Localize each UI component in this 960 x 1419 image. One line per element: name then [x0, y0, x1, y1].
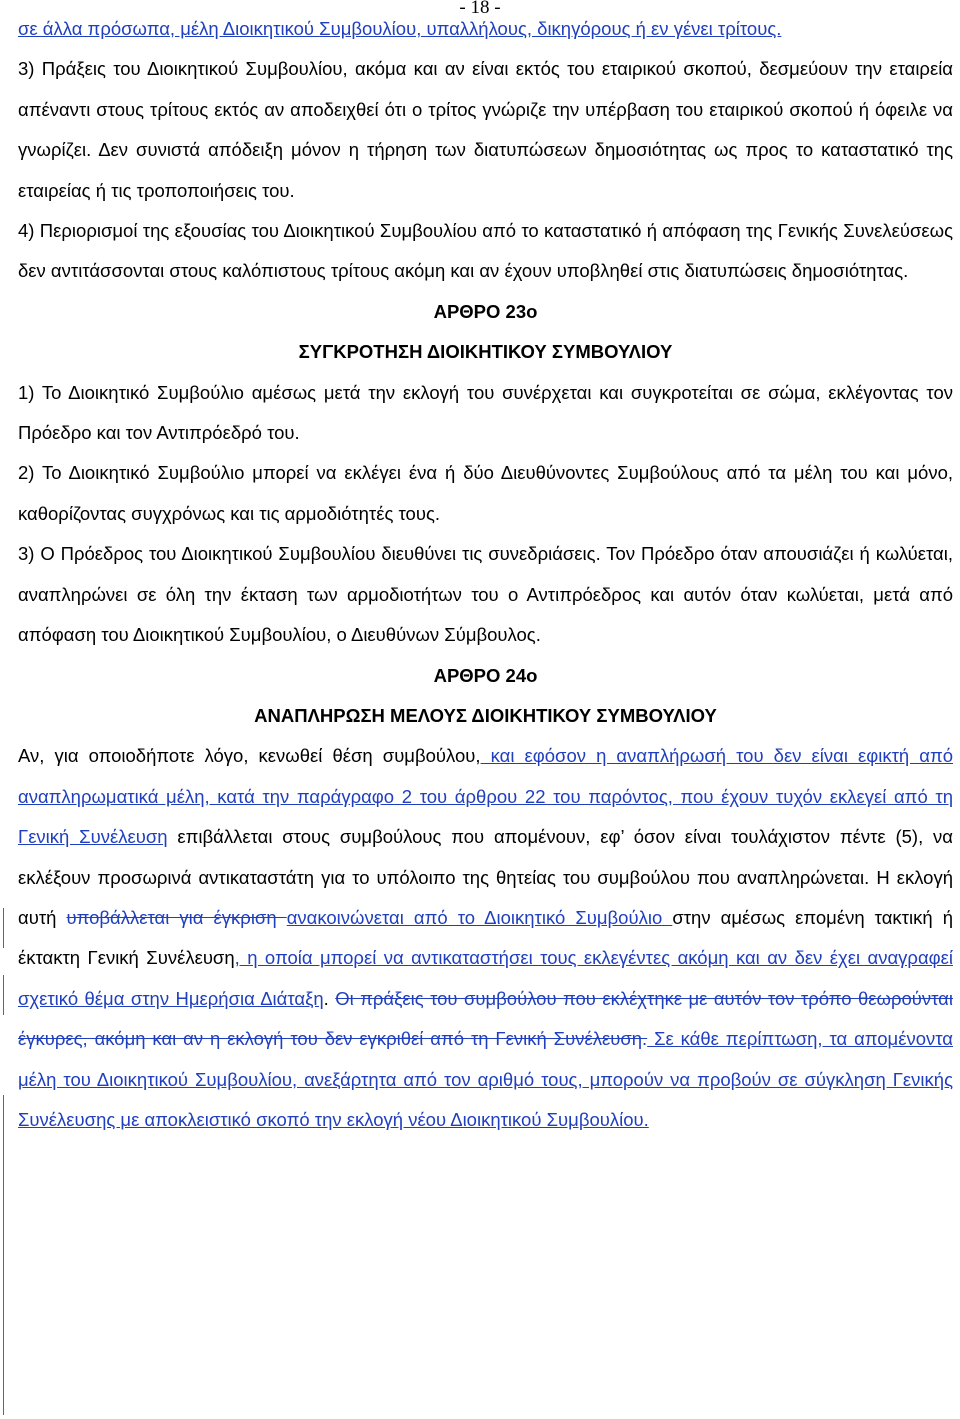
page-number: - 18 - — [459, 0, 501, 18]
inserted-text: και εφόσον η αναπλήρωσή του δεν είναι εφικτή από αναπληρωματικά μέλη, κατά την παράγραφο 2 του άρθρου 22 του παρόντος, που έχουν τυχόν εκλεγεί από τη Γενική Συνέλευση — [18, 745, 954, 848]
deleted-text: Οι πράξεις του συμβούλου που εκλέχτηκε με αυτόν τον τρόπο θεωρούνται έγκυρες, ακόμη και αν η εκλογή του δεν εγκριθεί από τη Γενική Συνέλευση. — [18, 987, 953, 1050]
revision-bar — [3, 908, 4, 948]
revision-bar — [3, 975, 4, 1015]
article-23-paragraph-1: 1) Το Διοικητικό Συμβούλιο αμέσως μετά την εκλογή του συνέρχεται και συγκροτείται σε σώμα, εκλέγοντας τον Πρόεδρο και τον Αντιπρόεδρό του. — [18, 381, 953, 444]
document-body — [18, 9, 953, 1140]
paragraph-4: 4) Περιορισμοί της εξουσίας του Διοικητικού Συμβουλίου από το καταστατικό ή απόφαση της Γενικής Συνελεύσεως δεν αντιτάσσονται στους καλόπιστους τρίτους ακόμη και αν έχουν υποβληθεί στις διατυπώσεις δημοσιότητας. — [18, 220, 953, 282]
revised-text: Συμβουλίου, υπαλλήλους, δικηγόρους ή εν γένει τρίτους. — [319, 18, 782, 39]
article-23-paragraph-3: 3) Ο Πρόεδρος του Διοικητικού Συμβουλίου διευθύνει τις συνεδριάσεις. Τον Πρόεδρο όταν απουσιάζει ή κωλύεται, αναπληρώνει σε όλη την έκταση των αρμοδιοτήτων του ο Αντιπρόεδρος και αυτόν όταν κωλύεται, μετά από απόφαση του Διοικητικού Συμβουλίου, ο Διευθύνων Σύμβουλος. — [18, 543, 953, 646]
inserted-text: ανακοινώνεται από το Διοικητικό Συμβούλιο — [286, 906, 673, 928]
article-23-paragraph-2: 2) Το Διοικητικό Συμβούλιο μπορεί να εκλέγει ένα ή δύο Διευθύνοντες Συμβούλους από τα μέλη του και μόνο, καθορίζοντας συγχρόνως και τις αρμοδιότητές τους. — [18, 462, 953, 524]
revised-text: σε άλλα πρόσωπα, μέλη Διοικητικού — [18, 18, 320, 39]
article-24-paragraph: Αν, για οποιοδήποτε λόγο, κενωθεί θέση συμβούλου, και εφόσον η αναπλήρωσή του δεν είναι εφικτή από αναπληρωματικά μέλη, κατά την παράγραφο 2 του άρθρου 22 του παρόντος, που έχουν τυχόν εκλεγεί από τη Γενική Συνέλευση επιβάλλεται στους συμβούλους που απομένουν, εφ’ όσον είναι τουλάχιστον πέντε (5), να εκλέξουν προσωρινά αντικαταστάτη για το υπόλοιπο της θητείας του συμβούλου που αναπληρώνεται. Η εκλογή αυτή υποβάλλεται για έγκριση ανακοινώνεται από το Διοικητικό Συμβούλιο στην αμέσως επομένη τακτική ή έκτακτη Γενική Συνέλευση, η οποία μπορεί να αντικαταστήσει τους εκλεγέντες ακόμη και αν δεν έχει αναγραφεί σχετικό θέμα στην Ημερήσια Διάταξη. Οι πράξεις του συμβούλου που εκλέχτηκε με αυτόν τον τρόπο θεωρούνται έγκυρες, ακόμη και αν η εκλογή του δεν εγκριθεί από τη Γενική Συνέλευση. Σε κάθε περίπτωση, τα απομένοντα μέλη του Διοικητικού Συμβουλίου, ανεξάρτητα από τον αριθμό τους, μπορούν να προβούν σε σύγκληση Γενικής Συνέλευσης με αποκλειστικό σκοπό την εκλογή νέου Διοικητικού Συμβουλίου. — [18, 745, 954, 1130]
paragraph-3: 3) Πράξεις του Διοικητικού Συμβουλίου, ακόμα και αν είναι εκτός του εταιρικού σκοπού, δεσμεύουν την εταιρεία απέναντι στους τρίτους εκτός αν αποδειχθεί ότι ο τρίτος γνώριζε την υπέρβαση του εταιρικού σκοπού ή όφειλε να γνωρίζει. Δεν συνιστά απόδειξη μόνον η τήρηση των διατυπώσεων δημοσιότητας ως προς το καταστατικό της εταιρείας ή τις τροποποιήσεις του. — [18, 58, 953, 201]
inserted-text: Σε κάθε περίπτωση, τα απομένοντα μέλη του Διοικητικού Συμβουλίου, ανεξάρτητα από τον αριθμό τους, μπορούν να προβούν σε σύγκληση Γενικής Συνέλευσης με αποκλειστικό σκοπό την εκλογή νέου Διοικητικού Συμβουλίου. — [18, 1028, 953, 1130]
article-23-subtitle: ΣΥΓΚΡΟΤΗΣΗ ΔΙΟΙΚΗΤΙΚΟΥ ΣΥΜΒΟΥΛΙΟΥ — [298, 341, 673, 363]
deleted-text: υποβάλλεται για έγκριση — [66, 906, 287, 928]
article-24-title: ΑΡΘΡΟ 24ο — [433, 664, 538, 686]
revision-bar — [3, 1095, 4, 1415]
inserted-text: , η οποία μπορεί να αντικαταστήσει τους εκλεγέντες ακόμη και αν δεν έχει αναγραφεί σχετικό θέμα στην Ημερήσια Διάταξη — [18, 947, 953, 1009]
article-23-title: ΑΡΘΡΟ 23ο — [433, 300, 538, 322]
article-24-subtitle: ΑΝΑΠΛΗΡΩΣΗ ΜΕΛΟΥΣ ΔΙΟΙΚΗΤΙΚΟΥ ΣΥΜΒΟΥΛΙΟΥ — [254, 704, 717, 726]
paragraph-continuation — [18, 9, 953, 49]
